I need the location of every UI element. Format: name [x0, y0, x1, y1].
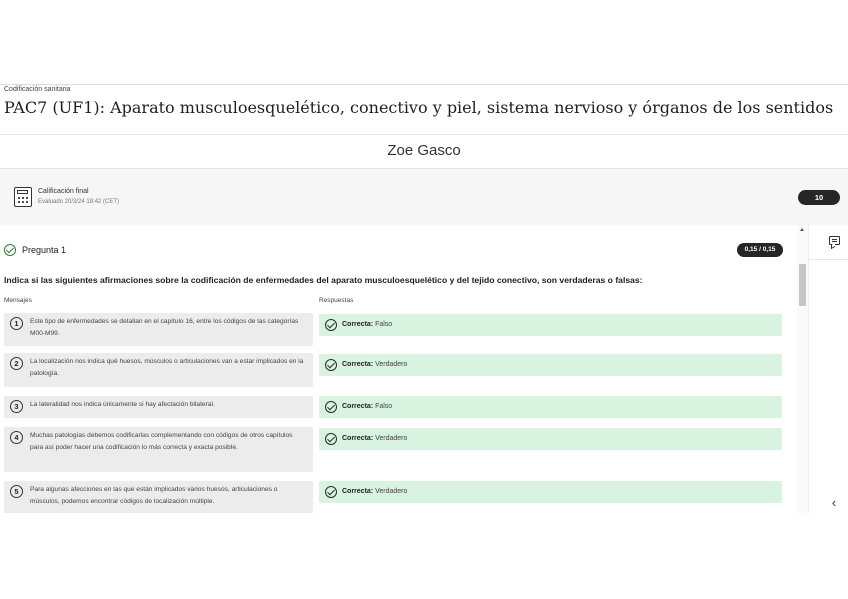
column-header-messages: Mensajes: [4, 297, 32, 304]
statement-row: [4, 396, 313, 418]
answer-value: Verdadero: [375, 361, 408, 368]
correct-label: Correcta:: [342, 321, 376, 328]
divider: [0, 84, 848, 85]
scroll-up-arrow-icon[interactable]: [800, 228, 804, 231]
answer-row: [319, 481, 782, 503]
statement-row: [4, 313, 313, 346]
answer-value: Falso: [375, 321, 393, 328]
statement-text: La localización nos indica qué huesos, músculos o articulaciones van a estar implicados en la patología.: [30, 358, 304, 377]
statement-number: 1: [10, 317, 23, 330]
statement-number: 4: [10, 431, 23, 444]
statement-text: La lateralidad nos indica únicamente si hay afectación bilateral.: [30, 401, 215, 408]
divider: [0, 134, 848, 135]
check-circle-icon: [325, 433, 337, 445]
scrollbar[interactable]: [797, 225, 808, 513]
grade-date: Evaluado 20/3/24 19:42 (CET): [38, 199, 120, 205]
answer-value: Falso: [375, 403, 393, 410]
correct-label: Correcta:: [342, 435, 376, 442]
grade-label: Calificación final: [38, 188, 89, 195]
chevron-left-icon[interactable]: ‹: [831, 495, 837, 510]
check-circle-icon: [325, 319, 337, 331]
statement-row: [4, 427, 313, 472]
side-panel: [808, 225, 848, 513]
student-name: Zoe Gasco: [387, 142, 461, 159]
statement-number: 2: [10, 357, 23, 370]
check-circle-icon: [4, 244, 16, 256]
statement-number: 5: [10, 485, 23, 498]
comment-icon[interactable]: [829, 236, 840, 245]
question-text: Indica si las siguientes afirmaciones sobre la codificación de enfermedades del aparato musculoesquelético y del tejido conectivo, son verdaderas o falsas:: [4, 275, 643, 285]
answer-row: [319, 354, 782, 376]
answer-row: [319, 428, 782, 450]
statement-text: Para algunas afecciones en las que están implicados varios huesos, articulaciones o músculos, podemos encontrar códigos de localización múltiple.: [30, 486, 278, 505]
statement-row: [4, 353, 313, 387]
page-title: PAC7 (UF1): Aparato musculoesquelético, conectivo y piel, sistema nervioso y órganos de los sentidos: [4, 98, 834, 117]
question-title: Pregunta 1: [22, 245, 67, 255]
course-name: Codificación sanitaria: [4, 86, 71, 93]
answer-value: Verdadero: [375, 435, 408, 442]
statement-number: 3: [10, 400, 23, 413]
answer-value: Verdadero: [375, 488, 408, 495]
calculator-icon: [14, 187, 32, 207]
check-circle-icon: [325, 359, 337, 371]
grade-value-badge: 10: [798, 190, 840, 205]
statement-text: Este tipo de enfermedades se detallan en el capítulo 16, entre los códigos de las categorías M00-M99.: [30, 318, 299, 337]
statement-text: Muchas patologías debemos codificarlas complementando con códigos de otros capítulos para así poder hacer una codificación lo más correcta y exacta posible.: [30, 432, 293, 451]
correct-label: Correcta:: [342, 403, 376, 410]
answer-row: [319, 314, 782, 336]
final-grade-bar: [0, 169, 848, 225]
divider: [809, 259, 848, 260]
correct-label: Correcta:: [342, 361, 376, 368]
question-panel: [0, 225, 797, 513]
answer-row: [319, 396, 782, 418]
question-score-badge: 0,15 / 0,15: [737, 243, 783, 257]
correct-label: Correcta:: [342, 488, 376, 495]
check-circle-icon: [325, 486, 337, 498]
check-circle-icon: [325, 401, 337, 413]
statement-row: [4, 481, 313, 513]
scrollbar-thumb[interactable]: [799, 264, 806, 306]
column-header-answers: Respuestas: [319, 297, 354, 304]
